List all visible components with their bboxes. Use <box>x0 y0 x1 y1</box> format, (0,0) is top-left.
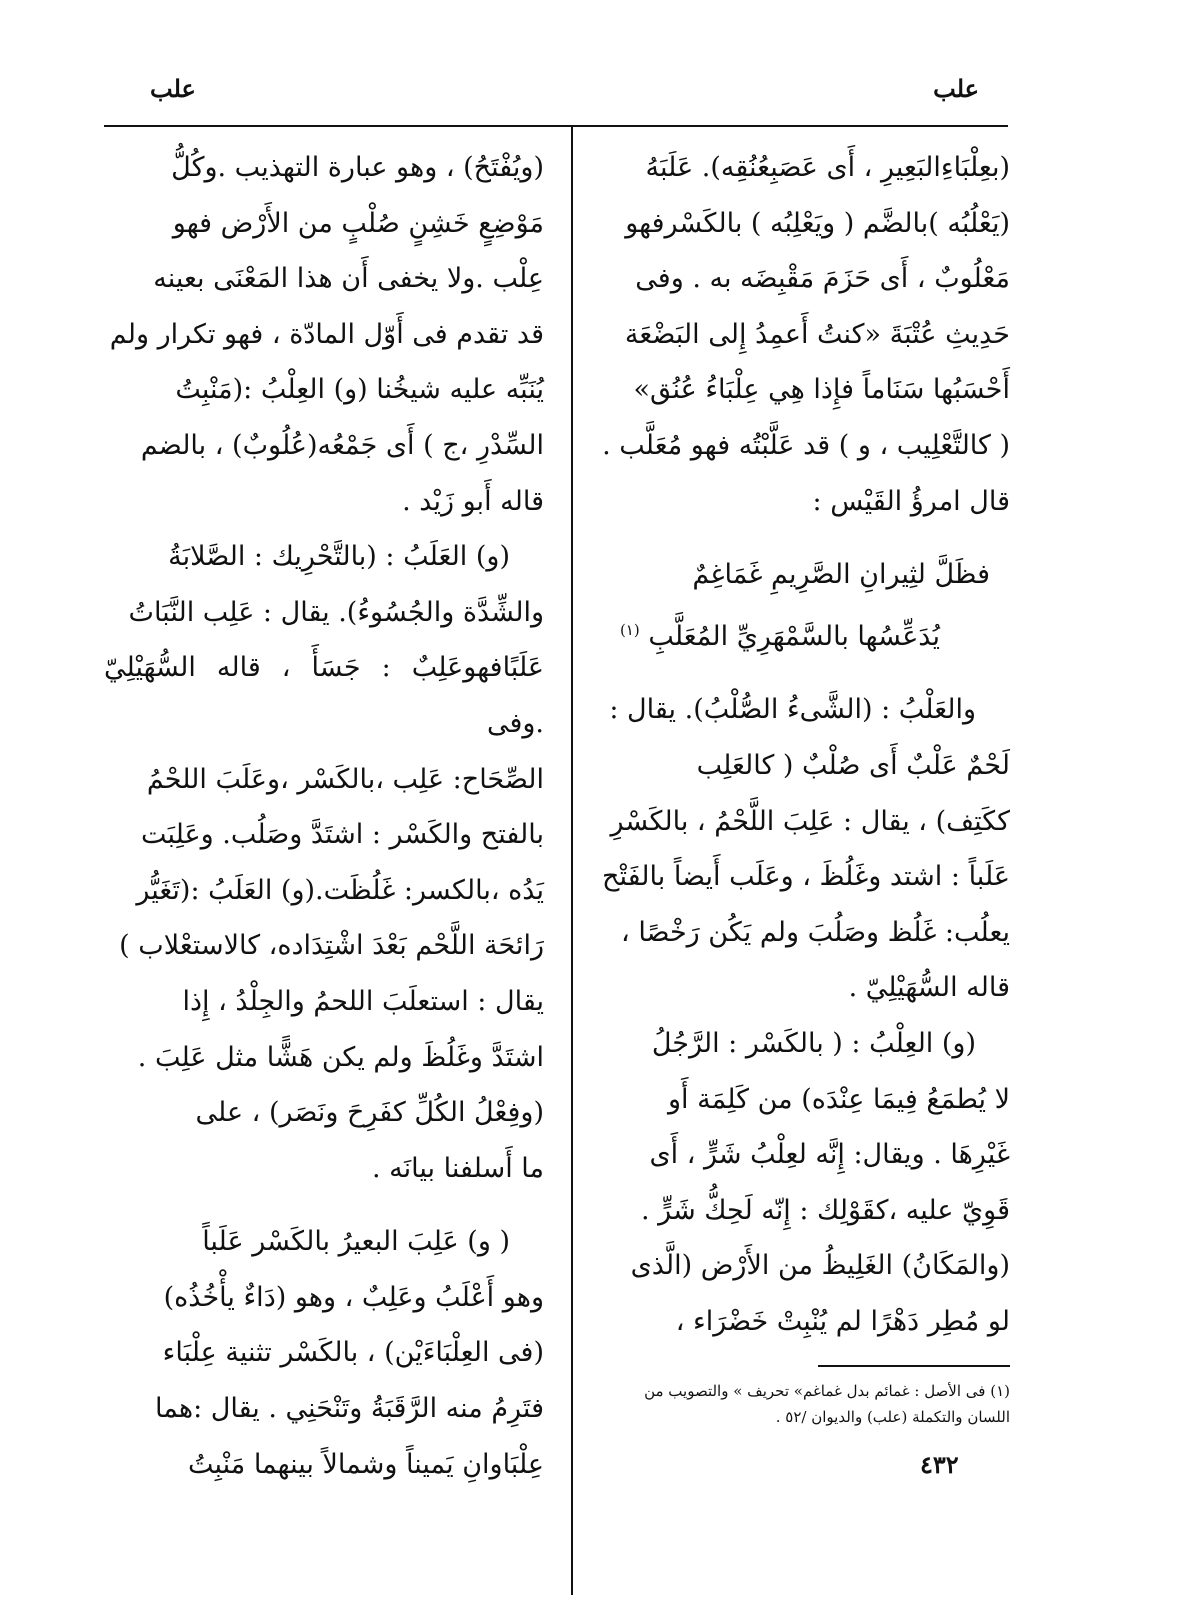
header-right-title: علب <box>933 74 979 103</box>
text-line: الصِّحَاح: عَلِب ،بالكَسْر ،وعَلَبَ اللحْمُ <box>146 763 544 795</box>
column-divider <box>571 125 573 1595</box>
text-line: قَوِيّ عليه ،كقَوْلِك : إِنّه لَحِكُّ شَرٍّ . <box>641 1194 1010 1226</box>
text-line: غَيْرِهَا . ويقال: إِنَّه لعِلْبُ شَرٍّ ، أَى <box>649 1139 1010 1171</box>
top-rule <box>104 125 1008 127</box>
text-line: حَدِيثِ عُتْبَةَ «كنتُ أَعمِدُ إِلى البَضْعَة <box>624 318 1010 350</box>
text-line: ( كالتَّعْلِيب ، و ) قد عَلَّبْتُه فهو مُعَلَّب . <box>602 429 1010 461</box>
text-line: لو مُطِر دَهْرًا لم يُنْبِتْ خَضْرَاء ، <box>675 1305 1010 1337</box>
text-line: عَلَبًافهوعَلِبٌ : جَسَأَ ، قاله السُّهَيْلِيّ .وفى <box>104 652 544 739</box>
right-column <box>600 140 1010 1349</box>
text-line: عَلَباً : اشتد وغَلُظَ ، وعَلَب أَيضاً بالفَتْح <box>602 861 1010 893</box>
text-line: اشتَدَّ وغَلُظَ ولم يكن هَشًّا مثل عَلِبَ . <box>137 1041 544 1073</box>
page-number: ٤٣٢ <box>920 1450 959 1479</box>
verse-line-1: فظَلَّ لثِيرانِ الصَّرِيمِ غَمَاغِمٌ <box>692 559 990 591</box>
footnote-line-2: اللسان والتكملة (علب) والديوان /٥٢ . <box>775 1408 1010 1426</box>
text-line: قاله السُّهَيْلِيّ . <box>848 972 1010 1004</box>
text-line: يَدُه ،بالكسر: غَلُظَت.(و) العَلَبُ :(تَغَيُّر <box>136 874 544 906</box>
text-line: ( و) عَلِبَ البعيرُ بالكَسْر عَلَباً <box>202 1226 510 1258</box>
text-line: مَعْلُوبٌ ، أَى حَزَمَ مَقْبِضَه به . وفى <box>635 263 1010 295</box>
text-line: يعلُب: غَلُظ وصَلُبَ ولم يَكُن رَخْصًا ، <box>621 916 1010 948</box>
text-line: (و) العِلْبُ : ( بالكَسْر : الرَّجُلُ <box>651 1027 976 1059</box>
text-line: (فى العِلْبَاءَيْن) ، بالكَسْر تثنية عِلْبَاء <box>162 1337 544 1369</box>
text-line: أَحْسَبُها سَنَاماً فإِذا هِي عِلْبَاءُ عُنُق» <box>633 374 1010 406</box>
text-line: وهو أَعْلَبُ وعَلِبٌ ، وهو (دَاءٌ يأْخُذُه) <box>163 1281 544 1313</box>
text-line: (و) العَلَبُ : (بالتَّحْرِيك : الصَّلابَةُ <box>168 541 510 573</box>
footnote-reference: (١) <box>619 620 640 639</box>
header-left-title: علب <box>150 74 196 103</box>
text-line: (بعِلْبَاءِالبَعِيرِ ، أَى عَصَبِعُنُقِه). عَلَبَهُ <box>645 152 1010 183</box>
text-line: ما أَسلفنا بيانَه . <box>372 1152 544 1184</box>
text-line: رَائحَة اللَّحْم بَعْدَ اشْتِدَاده، كالاستعْلاب ) <box>119 930 544 962</box>
left-column <box>104 140 544 1492</box>
text-line: بالفتح والكَسْر : اشتَدَّ وصَلُب. وعَلِبَت <box>140 819 544 851</box>
text-line: السِّدْرِ ،ج ) أَى جَمْعُه(عُلُوبٌ) ، بالضم <box>140 429 544 461</box>
text-line: لا يُطمَعُ فِيمَا عِنْدَه) من كَلِمَة أَو <box>668 1083 1010 1115</box>
text-line: يقال : استعلَبَ اللحمُ والجِلْدُ ، إِذا <box>182 985 544 1017</box>
text-line: لَحْمٌ عَلْبٌ أَى صُلْبٌ ( كالعَلِب <box>696 749 1010 781</box>
text-line: والعَلْبُ : (الشَّىءُ الصُّلْبُ). يقال : <box>609 694 976 726</box>
text-line: قد تقدم فى أَوّل المادّة ، فهو تكرار ولم <box>109 318 544 350</box>
text-line: (يَعْلُبُه )بالضَّم ( ويَعْلِبُه ) بالكَسْرفهو <box>625 207 1010 239</box>
text-line: مَوْضِعٍ خَشِنٍ صُلْبٍ من الأَرْض فهو <box>172 207 544 239</box>
footnote-rule <box>818 1365 1010 1367</box>
text-line: والشِّدَّة والجُسُوءُ). يقال : عَلِب النَّبَاتُ <box>128 596 544 628</box>
text-line: يُنَبِّه عليه شيخُنا (و) العِلْبُ :(مَنْبِتُ <box>175 374 544 406</box>
text-line: (والمَكَانُ) الغَلِيظُ من الأَرْض (الَّذى <box>630 1250 1010 1282</box>
text-line: ككَتِف) ، يقال : عَلِبَ اللَّحْمُ ، بالكَسْرِ <box>610 805 1010 837</box>
text-line: (ويُفْتَحُ) ، وهو عبارة التهذيب .وكُلُّ <box>171 152 544 183</box>
footnote <box>606 1378 1010 1430</box>
text-line: قاله أَبو زَيْد . <box>402 485 544 517</box>
text-line: (وفِعْلُ الكُلِّ كفَرِحَ ونَصَر) ، على <box>195 1097 544 1129</box>
footnote-line-1: (١) فى الأصل : غمائم بدل غماغم» تحريف » والتصويب من <box>644 1382 1010 1400</box>
text-line: قال امرؤُ القَيْس : <box>812 485 1010 517</box>
text-line: عِلْب .ولا يخفى أَن هذا المَعْنَى بعينه <box>153 263 544 295</box>
text-line: عِلْبَاوانِ يَميناً وشمالاً بينهما مَنْبِتُ <box>187 1448 544 1480</box>
verse-line-2 <box>600 603 1010 665</box>
verse-line-2-text: يُدَعِّسُها بالسَّمْهَرِيِّ المُعَلَّبِ <box>648 620 940 652</box>
text-line: فتَرِمُ منه الرَّقَبَةُ وتَنْحَنِي . يقال :هما <box>155 1393 544 1425</box>
